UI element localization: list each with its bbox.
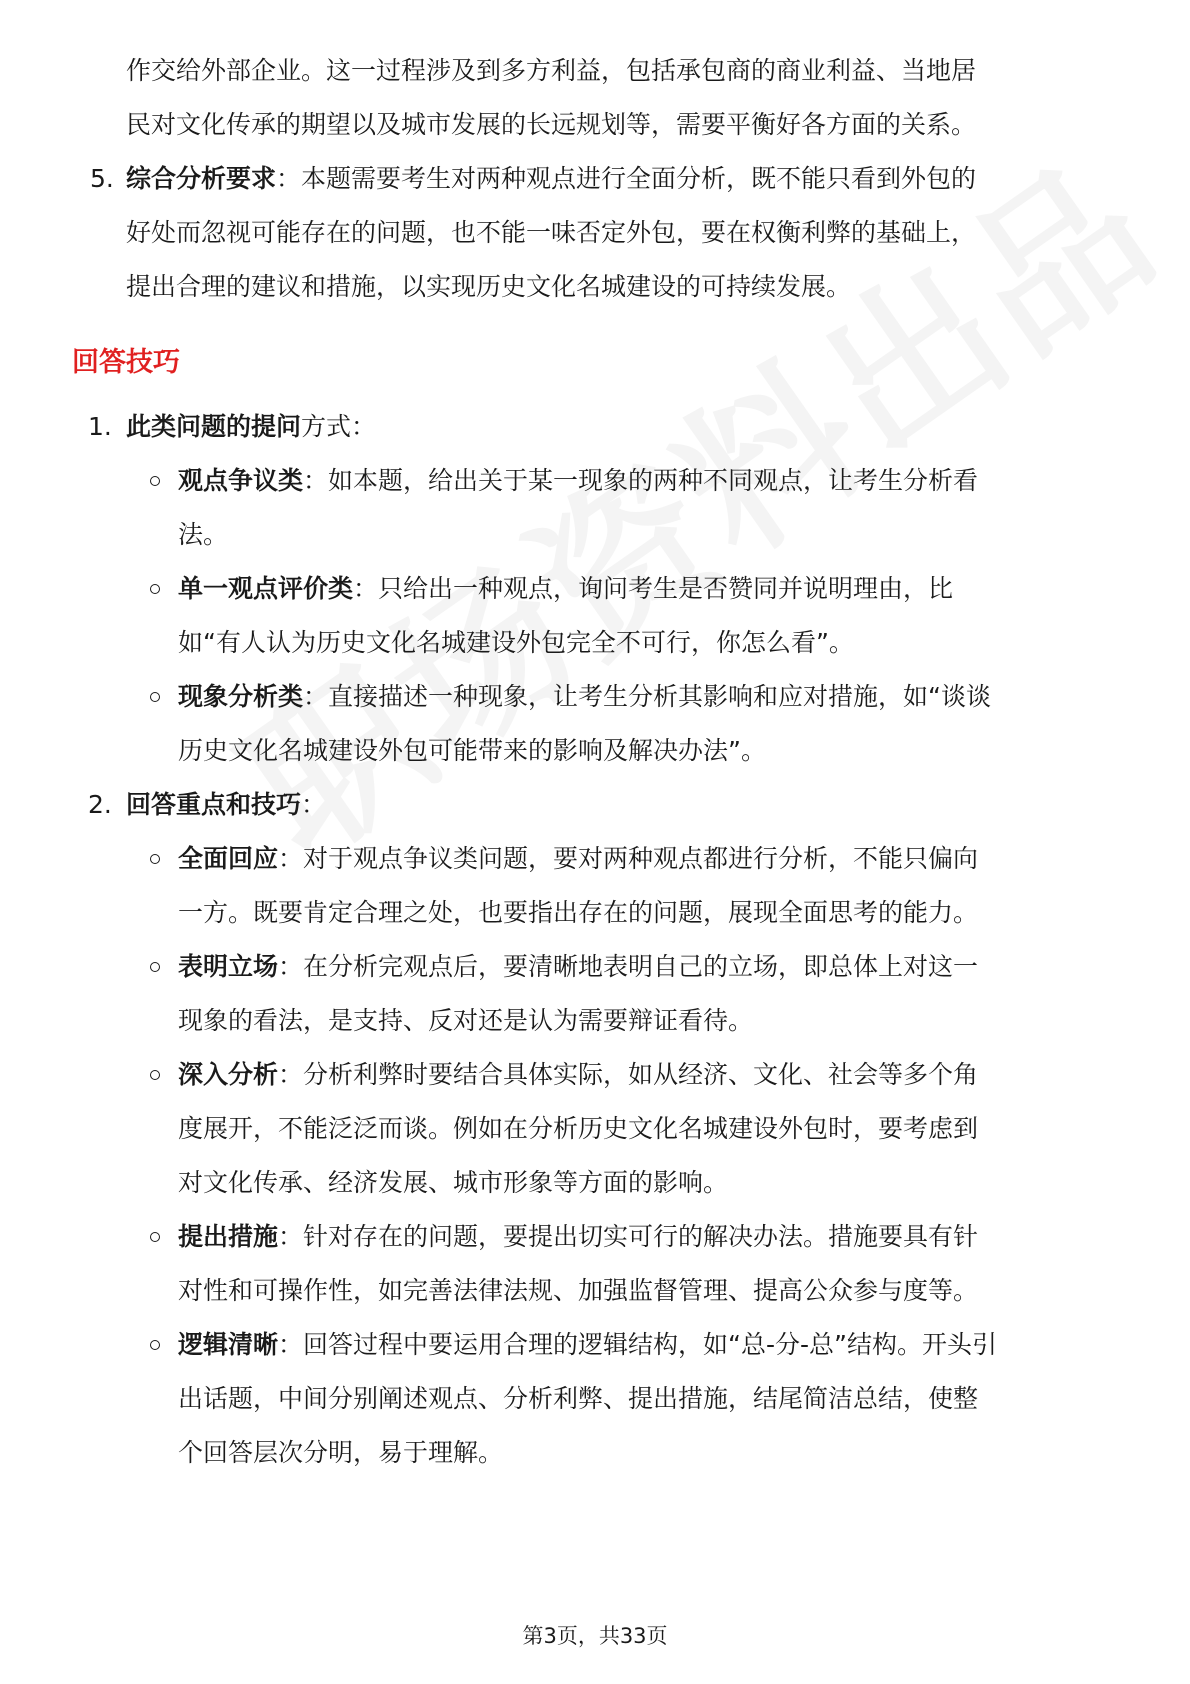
list-item-5	[0, 152, 1190, 314]
item-text: ：分析利弊时要结合具体实际，如从经济、文化、社会等多个角	[278, 1060, 979, 1089]
text-line: 好处而忽视可能存在的问题，也不能一味否定外包，要在权衡利弊的基础上，	[126, 218, 977, 247]
text-line	[178, 670, 1110, 724]
sub-item-stance	[0, 940, 1190, 1048]
sub-item-logic	[0, 1318, 1190, 1480]
item-heading: 回答重点和技巧	[126, 790, 302, 819]
text-line	[126, 152, 1190, 206]
text-line	[178, 1048, 1110, 1102]
item-heading: 综合分析要求	[126, 164, 277, 193]
text-line: 作交给外部企业。这一过程涉及到多方利益，包括承包商的商业利益、当地居	[126, 56, 977, 85]
page-footer: 第3页，共33页	[522, 1624, 668, 1648]
list-number: 5.	[90, 164, 114, 193]
circle-bullet-icon	[150, 962, 160, 972]
item-text: ：如本题，给出关于某一现象的两种不同观点，让考生分析看	[303, 466, 979, 495]
text-line: 提出合理的建议和措施，以实现历史文化名城建设的可持续发展。	[126, 272, 852, 301]
section-title: 回答技巧	[72, 347, 180, 378]
item-text: ：本题需要考生对两种观点进行全面分析，既不能只看到外包的	[276, 164, 977, 193]
sub-item-viewpoint-dispute	[0, 454, 1190, 562]
numbered-item-1	[0, 400, 1190, 454]
text-line: 对文化传承、经济发展、城市形象等方面的影响。	[178, 1168, 729, 1197]
text-line: 历史文化名城建设外包可能带来的影响及解决办法”。	[178, 736, 766, 765]
item-text: ：回答过程中要运用合理的逻辑结构，如“总-分-总”结构。开头引	[278, 1330, 997, 1359]
text-line	[178, 1210, 1110, 1264]
sub-item-measures	[0, 1210, 1190, 1318]
item-text: ：	[301, 790, 327, 819]
text-line	[126, 778, 1190, 832]
circle-bullet-icon	[150, 854, 160, 864]
text-line: 度展开，不能泛泛而谈。例如在分析历史文化名城建设外包时，要考虑到	[178, 1114, 979, 1143]
text-line: 法。	[178, 520, 229, 549]
list-number: 2.	[88, 790, 112, 819]
item-text: ：对于观点争议类问题，要对两种观点都进行分析，不能只偏向	[278, 844, 979, 873]
text-line: 一方。既要肯定合理之处，也要指出存在的问题，展现全面思考的能力。	[178, 898, 979, 927]
text-line: 现象的看法，是支持、反对还是认为需要辩证看待。	[178, 1006, 754, 1035]
circle-bullet-icon	[150, 1070, 160, 1080]
sub-list-1	[0, 454, 1190, 778]
item-text: ：针对存在的问题，要提出切实可行的解决办法。措施要具有针	[278, 1222, 979, 1251]
text-line	[178, 454, 1110, 508]
text-line: 个回答层次分明，易于理解。	[178, 1438, 504, 1467]
text-line	[178, 1318, 1110, 1372]
text-line: 如“有人认为历史文化名城建设外包完全不可行，你怎么看”。	[178, 628, 854, 657]
item-heading: 提出措施	[178, 1222, 279, 1251]
item-text: ：在分析完观点后，要清晰地表明自己的立场，即总体上对这一	[278, 952, 979, 981]
list-number: 1.	[88, 412, 112, 441]
item-heading: 单一观点评价类	[178, 574, 354, 603]
circle-bullet-icon	[150, 476, 160, 486]
text-line: 出话题，中间分别阐述观点、分析利弊、提出措施，结尾简洁总结，使整	[178, 1384, 979, 1413]
item-text: ：直接描述一种现象，让考生分析其影响和应对措施，如“谈谈	[303, 682, 991, 711]
sub-item-comprehensive	[0, 832, 1190, 940]
item-heading: 观点争议类	[178, 466, 304, 495]
sub-item-phenomenon-analysis	[0, 670, 1190, 778]
sub-item-single-viewpoint	[0, 562, 1190, 670]
text-line	[178, 832, 1110, 886]
item-heading: 表明立场	[178, 952, 279, 981]
numbered-item-2	[0, 778, 1190, 832]
sub-item-deep-analysis	[0, 1048, 1190, 1210]
text-line	[178, 562, 1110, 616]
circle-bullet-icon	[150, 692, 160, 702]
circle-bullet-icon	[150, 584, 160, 594]
text-line	[178, 940, 1110, 994]
item-text: ：只给出一种观点，询问考生是否赞同并说明理由，比	[353, 574, 954, 603]
intro-paragraph	[0, 0, 1190, 152]
text-line: 民对文化传承的期望以及城市发展的长远规划等，需要平衡好各方面的关系。	[126, 110, 977, 139]
item-heading: 此类问题的提问	[126, 412, 302, 441]
text-line: 对性和可操作性，如完善法律法规、加强监督管理、提高公众参与度等。	[178, 1276, 979, 1305]
item-heading: 全面回应	[178, 844, 279, 873]
item-heading: 逻辑清晰	[178, 1330, 279, 1359]
sub-list-2	[0, 832, 1190, 1480]
item-text: 方式：	[301, 412, 377, 441]
item-heading: 现象分析类	[178, 682, 304, 711]
circle-bullet-icon	[150, 1232, 160, 1242]
circle-bullet-icon	[150, 1340, 160, 1350]
text-line	[126, 400, 1190, 454]
item-heading: 深入分析	[178, 1060, 279, 1089]
